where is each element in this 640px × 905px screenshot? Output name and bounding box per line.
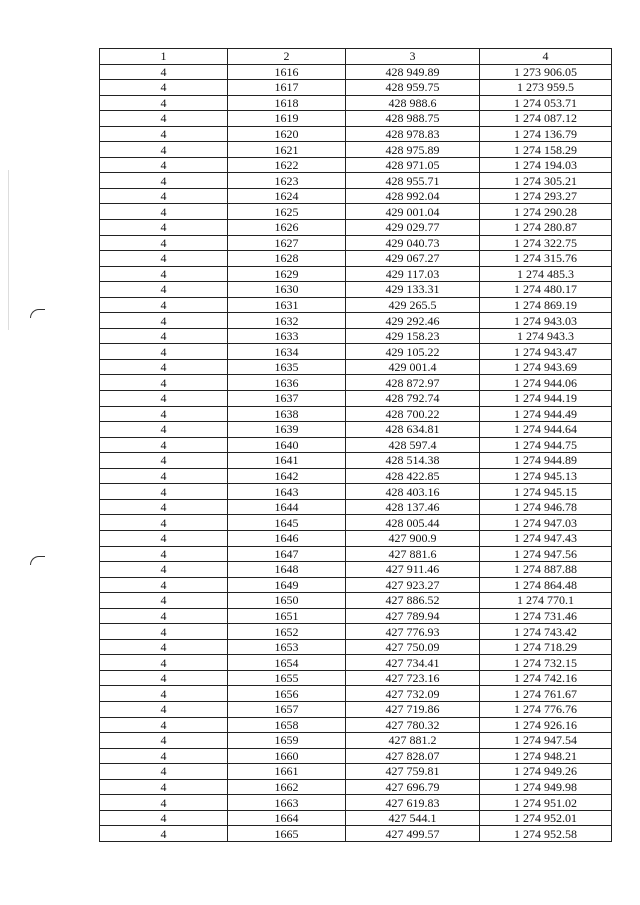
table-row bbox=[100, 375, 612, 391]
table-row bbox=[100, 764, 612, 780]
cell-point-number: 1647 bbox=[228, 546, 346, 562]
cell-y-coordinate: 1 274 485.3 bbox=[480, 266, 612, 282]
cell-zone: 4 bbox=[100, 748, 228, 764]
cell-x-coordinate: 429 067.27 bbox=[346, 251, 480, 267]
cell-x-coordinate: 427 828.07 bbox=[346, 748, 480, 764]
cell-point-number: 1642 bbox=[228, 468, 346, 484]
cell-x-coordinate: 427 911.46 bbox=[346, 562, 480, 578]
table-row bbox=[100, 220, 612, 236]
cell-zone: 4 bbox=[100, 173, 228, 189]
cell-point-number: 1629 bbox=[228, 266, 346, 282]
cell-x-coordinate: 427 780.32 bbox=[346, 717, 480, 733]
cell-zone: 4 bbox=[100, 266, 228, 282]
cell-y-coordinate: 1 274 952.58 bbox=[480, 826, 612, 842]
scan-shadow-line bbox=[8, 170, 9, 330]
margin-hole-mark bbox=[30, 309, 45, 318]
cell-zone: 4 bbox=[100, 422, 228, 438]
cell-zone: 4 bbox=[100, 686, 228, 702]
table-row bbox=[100, 157, 612, 173]
table-row bbox=[100, 297, 612, 313]
cell-point-number: 1664 bbox=[228, 810, 346, 826]
cell-zone: 4 bbox=[100, 764, 228, 780]
cell-zone: 4 bbox=[100, 437, 228, 453]
cell-x-coordinate: 428 988.75 bbox=[346, 111, 480, 127]
cell-zone: 4 bbox=[100, 577, 228, 593]
cell-point-number: 1659 bbox=[228, 733, 346, 749]
coordinates-table bbox=[99, 48, 612, 842]
cell-zone: 4 bbox=[100, 95, 228, 111]
cell-x-coordinate: 428 988.6 bbox=[346, 95, 480, 111]
cell-x-coordinate: 428 975.89 bbox=[346, 142, 480, 158]
cell-zone: 4 bbox=[100, 468, 228, 484]
table-row bbox=[100, 344, 612, 360]
cell-x-coordinate: 428 949.89 bbox=[346, 64, 480, 80]
cell-x-coordinate: 427 619.83 bbox=[346, 795, 480, 811]
cell-y-coordinate: 1 274 945.13 bbox=[480, 468, 612, 484]
cell-y-coordinate: 1 274 194.03 bbox=[480, 157, 612, 173]
cell-x-coordinate: 428 514.38 bbox=[346, 453, 480, 469]
cell-x-coordinate: 427 776.93 bbox=[346, 624, 480, 640]
cell-point-number: 1623 bbox=[228, 173, 346, 189]
table-row bbox=[100, 546, 612, 562]
cell-y-coordinate: 1 274 947.54 bbox=[480, 733, 612, 749]
cell-x-coordinate: 427 750.09 bbox=[346, 639, 480, 655]
cell-x-coordinate: 427 923.27 bbox=[346, 577, 480, 593]
cell-y-coordinate: 1 274 944.89 bbox=[480, 453, 612, 469]
column-header: 1 bbox=[100, 49, 228, 65]
cell-zone: 4 bbox=[100, 297, 228, 313]
cell-zone: 4 bbox=[100, 530, 228, 546]
cell-x-coordinate: 429 133.31 bbox=[346, 282, 480, 298]
table-row bbox=[100, 810, 612, 826]
cell-zone: 4 bbox=[100, 359, 228, 375]
cell-x-coordinate: 427 881.2 bbox=[346, 733, 480, 749]
cell-zone: 4 bbox=[100, 126, 228, 142]
cell-y-coordinate: 1 274 322.75 bbox=[480, 235, 612, 251]
table-row bbox=[100, 406, 612, 422]
cell-x-coordinate: 429 105.22 bbox=[346, 344, 480, 360]
cell-point-number: 1635 bbox=[228, 359, 346, 375]
table-row bbox=[100, 111, 612, 127]
cell-x-coordinate: 427 789.94 bbox=[346, 608, 480, 624]
table-row bbox=[100, 391, 612, 407]
cell-zone: 4 bbox=[100, 453, 228, 469]
cell-point-number: 1650 bbox=[228, 593, 346, 609]
cell-y-coordinate: 1 274 087.12 bbox=[480, 111, 612, 127]
cell-y-coordinate: 1 274 290.28 bbox=[480, 204, 612, 220]
cell-zone: 4 bbox=[100, 406, 228, 422]
cell-point-number: 1625 bbox=[228, 204, 346, 220]
table-row bbox=[100, 515, 612, 531]
cell-point-number: 1639 bbox=[228, 422, 346, 438]
table-row bbox=[100, 142, 612, 158]
cell-point-number: 1620 bbox=[228, 126, 346, 142]
cell-zone: 4 bbox=[100, 826, 228, 842]
cell-x-coordinate: 429 265.5 bbox=[346, 297, 480, 313]
cell-x-coordinate: 427 886.52 bbox=[346, 593, 480, 609]
cell-x-coordinate: 429 040.73 bbox=[346, 235, 480, 251]
cell-y-coordinate: 1 274 869.19 bbox=[480, 297, 612, 313]
cell-y-coordinate: 1 274 944.19 bbox=[480, 391, 612, 407]
cell-point-number: 1656 bbox=[228, 686, 346, 702]
cell-y-coordinate: 1 274 732.15 bbox=[480, 655, 612, 671]
table-row bbox=[100, 639, 612, 655]
cell-zone: 4 bbox=[100, 608, 228, 624]
table-row bbox=[100, 624, 612, 640]
cell-y-coordinate: 1 274 480.17 bbox=[480, 282, 612, 298]
cell-zone: 4 bbox=[100, 391, 228, 407]
cell-x-coordinate: 428 422.85 bbox=[346, 468, 480, 484]
cell-y-coordinate: 1 274 943.3 bbox=[480, 328, 612, 344]
cell-zone: 4 bbox=[100, 328, 228, 344]
cell-x-coordinate: 427 719.86 bbox=[346, 701, 480, 717]
cell-y-coordinate: 1 274 947.43 bbox=[480, 530, 612, 546]
cell-zone: 4 bbox=[100, 220, 228, 236]
cell-zone: 4 bbox=[100, 810, 228, 826]
cell-y-coordinate: 1 274 053.71 bbox=[480, 95, 612, 111]
cell-point-number: 1630 bbox=[228, 282, 346, 298]
cell-y-coordinate: 1 274 761.67 bbox=[480, 686, 612, 702]
cell-point-number: 1643 bbox=[228, 484, 346, 500]
cell-zone: 4 bbox=[100, 515, 228, 531]
cell-x-coordinate: 428 959.75 bbox=[346, 80, 480, 96]
cell-point-number: 1660 bbox=[228, 748, 346, 764]
cell-zone: 4 bbox=[100, 639, 228, 655]
table-row bbox=[100, 173, 612, 189]
cell-y-coordinate: 1 274 305.21 bbox=[480, 173, 612, 189]
cell-point-number: 1622 bbox=[228, 157, 346, 173]
table-row bbox=[100, 717, 612, 733]
cell-zone: 4 bbox=[100, 313, 228, 329]
table-row bbox=[100, 453, 612, 469]
cell-y-coordinate: 1 274 742.16 bbox=[480, 670, 612, 686]
table-row bbox=[100, 188, 612, 204]
cell-y-coordinate: 1 274 944.64 bbox=[480, 422, 612, 438]
cell-y-coordinate: 1 274 949.98 bbox=[480, 779, 612, 795]
column-header: 3 bbox=[346, 49, 480, 65]
table-row bbox=[100, 499, 612, 515]
cell-y-coordinate: 1 274 770.1 bbox=[480, 593, 612, 609]
cell-x-coordinate: 428 955.71 bbox=[346, 173, 480, 189]
cell-point-number: 1651 bbox=[228, 608, 346, 624]
cell-zone: 4 bbox=[100, 251, 228, 267]
cell-zone: 4 bbox=[100, 282, 228, 298]
table-row bbox=[100, 204, 612, 220]
cell-zone: 4 bbox=[100, 701, 228, 717]
cell-x-coordinate: 428 872.97 bbox=[346, 375, 480, 391]
table-row bbox=[100, 795, 612, 811]
cell-zone: 4 bbox=[100, 111, 228, 127]
cell-point-number: 1616 bbox=[228, 64, 346, 80]
cell-y-coordinate: 1 274 949.26 bbox=[480, 764, 612, 780]
cell-y-coordinate: 1 273 906.05 bbox=[480, 64, 612, 80]
cell-point-number: 1628 bbox=[228, 251, 346, 267]
cell-y-coordinate: 1 273 959.5 bbox=[480, 80, 612, 96]
cell-point-number: 1637 bbox=[228, 391, 346, 407]
cell-point-number: 1646 bbox=[228, 530, 346, 546]
cell-x-coordinate: 429 292.46 bbox=[346, 313, 480, 329]
table-row bbox=[100, 577, 612, 593]
table-row bbox=[100, 748, 612, 764]
cell-x-coordinate: 428 792.74 bbox=[346, 391, 480, 407]
cell-point-number: 1638 bbox=[228, 406, 346, 422]
cell-zone: 4 bbox=[100, 499, 228, 515]
cell-x-coordinate: 427 544.1 bbox=[346, 810, 480, 826]
column-header: 2 bbox=[228, 49, 346, 65]
cell-point-number: 1661 bbox=[228, 764, 346, 780]
cell-point-number: 1652 bbox=[228, 624, 346, 640]
cell-zone: 4 bbox=[100, 484, 228, 500]
cell-point-number: 1634 bbox=[228, 344, 346, 360]
cell-y-coordinate: 1 274 887.88 bbox=[480, 562, 612, 578]
table-row bbox=[100, 422, 612, 438]
cell-zone: 4 bbox=[100, 546, 228, 562]
cell-point-number: 1636 bbox=[228, 375, 346, 391]
cell-point-number: 1644 bbox=[228, 499, 346, 515]
cell-point-number: 1631 bbox=[228, 297, 346, 313]
cell-zone: 4 bbox=[100, 64, 228, 80]
cell-zone: 4 bbox=[100, 717, 228, 733]
table-row bbox=[100, 95, 612, 111]
column-header: 4 bbox=[480, 49, 612, 65]
cell-y-coordinate: 1 274 731.46 bbox=[480, 608, 612, 624]
cell-zone: 4 bbox=[100, 142, 228, 158]
cell-x-coordinate: 427 759.81 bbox=[346, 764, 480, 780]
cell-point-number: 1665 bbox=[228, 826, 346, 842]
cell-point-number: 1627 bbox=[228, 235, 346, 251]
cell-point-number: 1654 bbox=[228, 655, 346, 671]
cell-point-number: 1662 bbox=[228, 779, 346, 795]
table-row bbox=[100, 437, 612, 453]
table-row bbox=[100, 686, 612, 702]
table-row bbox=[100, 126, 612, 142]
cell-y-coordinate: 1 274 943.69 bbox=[480, 359, 612, 375]
cell-y-coordinate: 1 274 136.79 bbox=[480, 126, 612, 142]
table-row bbox=[100, 313, 612, 329]
cell-x-coordinate: 427 900.9 bbox=[346, 530, 480, 546]
cell-y-coordinate: 1 274 776.76 bbox=[480, 701, 612, 717]
cell-point-number: 1619 bbox=[228, 111, 346, 127]
table-row bbox=[100, 562, 612, 578]
cell-x-coordinate: 427 723.16 bbox=[346, 670, 480, 686]
cell-point-number: 1649 bbox=[228, 577, 346, 593]
cell-y-coordinate: 1 274 952.01 bbox=[480, 810, 612, 826]
cell-x-coordinate: 429 001.4 bbox=[346, 359, 480, 375]
table-row bbox=[100, 328, 612, 344]
cell-y-coordinate: 1 274 946.78 bbox=[480, 499, 612, 515]
cell-x-coordinate: 427 499.57 bbox=[346, 826, 480, 842]
cell-point-number: 1657 bbox=[228, 701, 346, 717]
cell-zone: 4 bbox=[100, 80, 228, 96]
table-row bbox=[100, 251, 612, 267]
table-row bbox=[100, 235, 612, 251]
table-row bbox=[100, 530, 612, 546]
cell-y-coordinate: 1 274 743.42 bbox=[480, 624, 612, 640]
cell-zone: 4 bbox=[100, 344, 228, 360]
cell-point-number: 1663 bbox=[228, 795, 346, 811]
cell-zone: 4 bbox=[100, 593, 228, 609]
cell-zone: 4 bbox=[100, 779, 228, 795]
cell-y-coordinate: 1 274 947.56 bbox=[480, 546, 612, 562]
table-row bbox=[100, 670, 612, 686]
cell-zone: 4 bbox=[100, 562, 228, 578]
cell-y-coordinate: 1 274 926.16 bbox=[480, 717, 612, 733]
cell-x-coordinate: 428 700.22 bbox=[346, 406, 480, 422]
cell-zone: 4 bbox=[100, 235, 228, 251]
cell-x-coordinate: 428 634.81 bbox=[346, 422, 480, 438]
cell-zone: 4 bbox=[100, 204, 228, 220]
cell-point-number: 1653 bbox=[228, 639, 346, 655]
cell-point-number: 1645 bbox=[228, 515, 346, 531]
cell-y-coordinate: 1 274 945.15 bbox=[480, 484, 612, 500]
cell-x-coordinate: 429 029.77 bbox=[346, 220, 480, 236]
table-row bbox=[100, 64, 612, 80]
table-row bbox=[100, 282, 612, 298]
cell-zone: 4 bbox=[100, 655, 228, 671]
cell-point-number: 1624 bbox=[228, 188, 346, 204]
cell-x-coordinate: 429 117.03 bbox=[346, 266, 480, 282]
cell-x-coordinate: 427 734.41 bbox=[346, 655, 480, 671]
cell-point-number: 1632 bbox=[228, 313, 346, 329]
cell-x-coordinate: 428 597.4 bbox=[346, 437, 480, 453]
cell-zone: 4 bbox=[100, 795, 228, 811]
table-row bbox=[100, 779, 612, 795]
cell-zone: 4 bbox=[100, 157, 228, 173]
table-row bbox=[100, 484, 612, 500]
cell-y-coordinate: 1 274 943.47 bbox=[480, 344, 612, 360]
cell-point-number: 1658 bbox=[228, 717, 346, 733]
cell-point-number: 1641 bbox=[228, 453, 346, 469]
cell-x-coordinate: 427 732.09 bbox=[346, 686, 480, 702]
cell-y-coordinate: 1 274 948.21 bbox=[480, 748, 612, 764]
cell-point-number: 1626 bbox=[228, 220, 346, 236]
margin-hole-mark bbox=[30, 556, 45, 565]
cell-point-number: 1640 bbox=[228, 437, 346, 453]
table-row bbox=[100, 593, 612, 609]
table-row bbox=[100, 608, 612, 624]
header-row bbox=[100, 49, 612, 65]
cell-x-coordinate: 428 403.16 bbox=[346, 484, 480, 500]
table-row bbox=[100, 80, 612, 96]
cell-x-coordinate: 428 978.83 bbox=[346, 126, 480, 142]
cell-zone: 4 bbox=[100, 670, 228, 686]
cell-point-number: 1648 bbox=[228, 562, 346, 578]
cell-y-coordinate: 1 274 158.29 bbox=[480, 142, 612, 158]
cell-y-coordinate: 1 274 944.49 bbox=[480, 406, 612, 422]
cell-point-number: 1655 bbox=[228, 670, 346, 686]
table-row bbox=[100, 266, 612, 282]
table-header bbox=[100, 49, 612, 65]
table-row bbox=[100, 701, 612, 717]
cell-zone: 4 bbox=[100, 624, 228, 640]
cell-zone: 4 bbox=[100, 733, 228, 749]
cell-x-coordinate: 428 137.46 bbox=[346, 499, 480, 515]
table-row bbox=[100, 359, 612, 375]
cell-y-coordinate: 1 274 718.29 bbox=[480, 639, 612, 655]
cell-x-coordinate: 427 881.6 bbox=[346, 546, 480, 562]
cell-y-coordinate: 1 274 944.75 bbox=[480, 437, 612, 453]
cell-point-number: 1617 bbox=[228, 80, 346, 96]
cell-x-coordinate: 427 696.79 bbox=[346, 779, 480, 795]
cell-y-coordinate: 1 274 947.03 bbox=[480, 515, 612, 531]
cell-y-coordinate: 1 274 315.76 bbox=[480, 251, 612, 267]
table-body bbox=[100, 64, 612, 841]
table-row bbox=[100, 655, 612, 671]
cell-point-number: 1633 bbox=[228, 328, 346, 344]
cell-x-coordinate: 428 005.44 bbox=[346, 515, 480, 531]
cell-point-number: 1621 bbox=[228, 142, 346, 158]
cell-y-coordinate: 1 274 943.03 bbox=[480, 313, 612, 329]
cell-y-coordinate: 1 274 864.48 bbox=[480, 577, 612, 593]
cell-zone: 4 bbox=[100, 375, 228, 391]
cell-x-coordinate: 429 001.04 bbox=[346, 204, 480, 220]
cell-y-coordinate: 1 274 293.27 bbox=[480, 188, 612, 204]
cell-x-coordinate: 429 158.23 bbox=[346, 328, 480, 344]
cell-point-number: 1618 bbox=[228, 95, 346, 111]
cell-y-coordinate: 1 274 951.02 bbox=[480, 795, 612, 811]
table-row bbox=[100, 468, 612, 484]
cell-x-coordinate: 428 992.04 bbox=[346, 188, 480, 204]
cell-zone: 4 bbox=[100, 188, 228, 204]
table-row bbox=[100, 826, 612, 842]
cell-y-coordinate: 1 274 944.06 bbox=[480, 375, 612, 391]
cell-x-coordinate: 428 971.05 bbox=[346, 157, 480, 173]
cell-y-coordinate: 1 274 280.87 bbox=[480, 220, 612, 236]
table-row bbox=[100, 733, 612, 749]
